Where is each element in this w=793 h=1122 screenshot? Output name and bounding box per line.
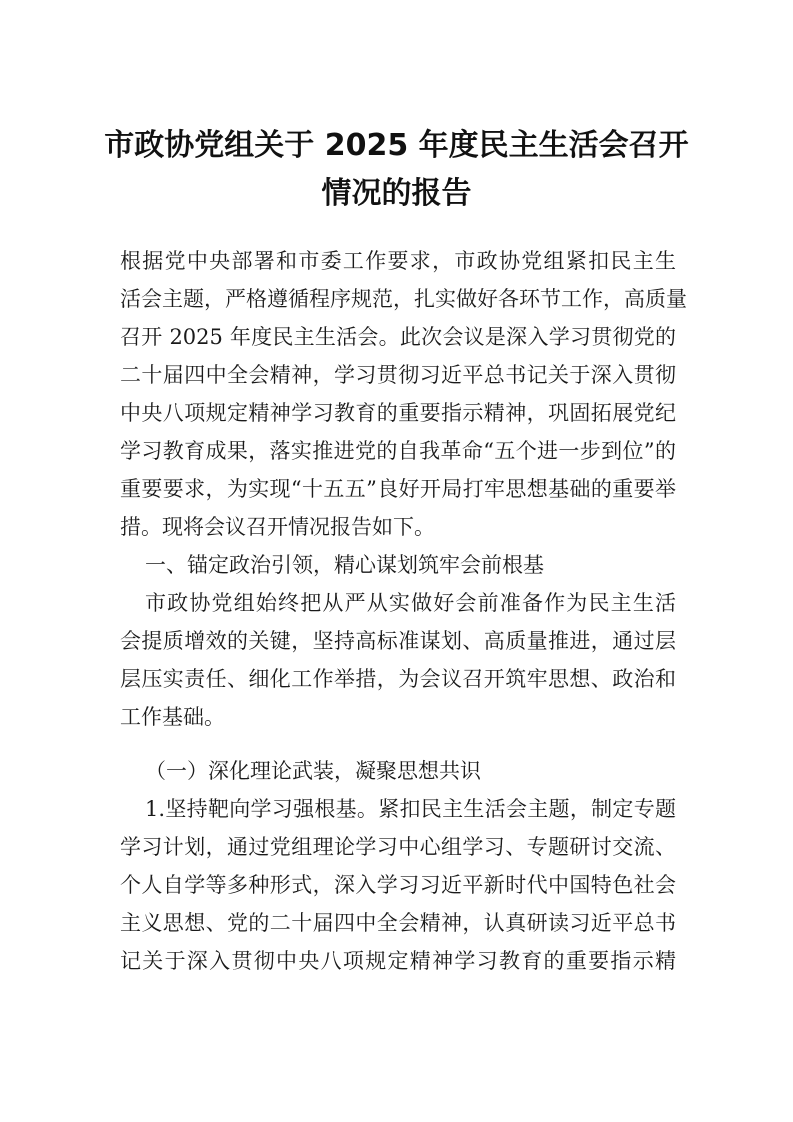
section-heading: 一、锚定政治引领，精心谋划筑牢会前根基 bbox=[145, 553, 544, 577]
paragraph-line: 措。现将会议召开情况报告如下。 bbox=[120, 515, 435, 539]
document-title-line-2: 情况的报告 bbox=[321, 176, 472, 211]
paragraph-line: 层压实责任、细化工作举措，为会议召开筑牢思想、政治和 bbox=[120, 667, 676, 691]
paragraph-line: 二十届四中全会精神，学习贯彻习近平总书记关于深入贯彻 bbox=[120, 363, 676, 387]
subsection-heading: （一）深化理论武装，凝聚思想共识 bbox=[145, 759, 481, 783]
paragraph-line: 学习教育成果，落实推进党的自我革命“五个进一步到位”的 bbox=[120, 439, 676, 463]
paragraph-line: 主义思想、党的二十届四中全会精神，认真研读习近平总书 bbox=[120, 911, 676, 935]
paragraph-line: 市政协党组始终把从严从实做好会前准备作为民主生活 bbox=[145, 591, 676, 615]
paragraph-line: 活会主题，严格遵循程序规范，扎实做好各环节工作，高质量 bbox=[120, 287, 687, 311]
paragraph-line: 根据党中央部署和市委工作要求，市政协党组紧扣民主生 bbox=[120, 249, 676, 273]
paragraph-line: 个人自学等多种形式，深入学习习近平新时代中国特色社会 bbox=[120, 873, 676, 897]
paragraph-line: 工作基础。 bbox=[120, 705, 225, 729]
paragraph-line: 召开 2025 年度民主生活会。此次会议是深入学习贯彻党的 bbox=[120, 325, 676, 349]
paragraph-line: 重要要求，为实现“十五五”良好开局打牢思想基础的重要举 bbox=[120, 477, 676, 501]
paragraph-line: 记关于深入贯彻中央八项规定精神学习教育的重要指示精 bbox=[120, 949, 676, 973]
paragraph-line: 会提质增效的关键，坚持高标准谋划、高质量推进，通过层 bbox=[120, 629, 676, 653]
paragraph-line: 学习计划，通过党组理论学习中心组学习、专题研讨交流、 bbox=[120, 835, 676, 859]
document-title-line-1: 市政协党组关于 2025 年度民主生活会召开 bbox=[104, 128, 689, 163]
paragraph-line: 中央八项规定精神学习教育的重要指示精神，巩固拓展党纪 bbox=[120, 401, 676, 425]
paragraph-line: 1.坚持靶向学习强根基。紧扣民主生活会主题，制定专题 bbox=[145, 797, 676, 821]
